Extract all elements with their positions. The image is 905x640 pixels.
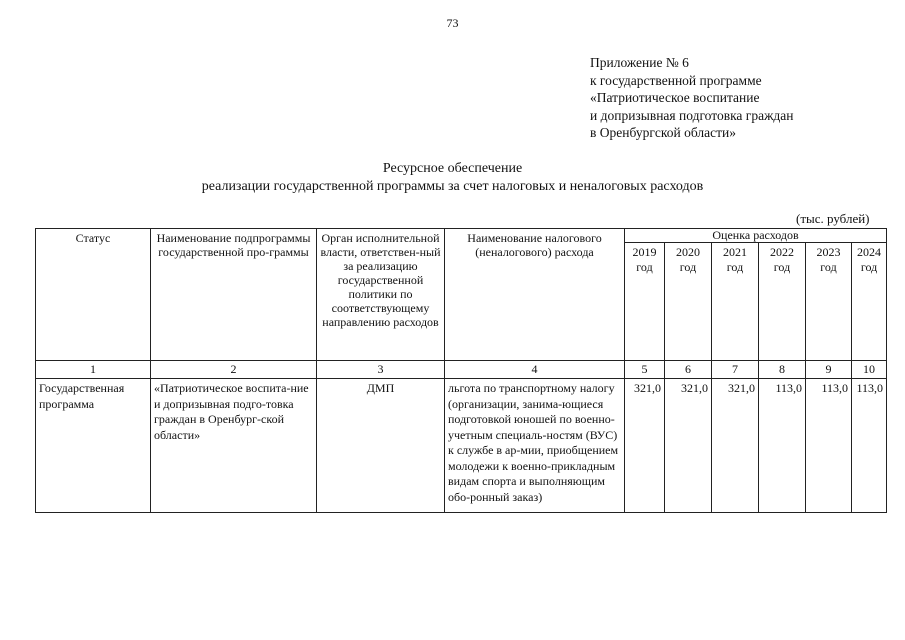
table-row [36, 379, 887, 513]
appendix-line: «Патриотическое воспитание [590, 90, 760, 105]
header-row [36, 229, 887, 243]
cell-value-2022: 113,0 [759, 379, 806, 513]
header-year-2024: 2024 год [852, 243, 887, 361]
title-line-2: реализации государственной программы за счет налоговых и неналоговых расходов [201, 179, 704, 194]
cell-authority: ДМП [317, 379, 445, 513]
cell-value-2024: 113,0 [852, 379, 887, 513]
cell-program-name: «Патриотическое воспита-ние и допризывная подго-товка граждан в Оренбург-ской области» [151, 379, 317, 513]
title-line-1: Ресурсное обеспечение [382, 161, 523, 176]
column-number: 10 [852, 361, 887, 379]
header-year-2021: 2021 год [712, 243, 759, 361]
column-number: 8 [759, 361, 806, 379]
column-number: 7 [712, 361, 759, 379]
column-number: 6 [665, 361, 712, 379]
appendix-line: к государственной программе [590, 72, 762, 88]
units-label: (тыс. рублей) [796, 211, 870, 226]
column-number: 9 [806, 361, 852, 379]
column-number: 3 [317, 361, 445, 379]
header-authority: Орган исполнительной власти, ответствен-ный за реализацию государственной политики по соответствующему направлению расходов [317, 229, 445, 361]
cell-expense-name: льгота по транспортному налогу (организации, занима-ющиеся подготовкой юношей по военно-учетным специаль-ностям (ВУС) к службе в ар-мии, приобщением молодежи к военно-прикладным видам спорта и выполняющим обо-ронный заказ) [445, 379, 625, 513]
page-number: 73 [446, 16, 459, 30]
appendix-line: и допризывная подготовка граждан [590, 107, 794, 123]
header-status: Статус [36, 229, 151, 361]
column-number: 1 [36, 361, 151, 379]
column-number: 4 [445, 361, 625, 379]
cell-value-2020: 321,0 [665, 379, 712, 513]
header-year-2022: 2022 год [759, 243, 806, 361]
header-year-2019: 2019 год [625, 243, 665, 361]
appendix-line: Приложение № 6 [590, 55, 689, 70]
header-year-2020: 2020 год [665, 243, 712, 361]
cell-status: Государственная программа [36, 379, 151, 513]
cell-value-2023: 113,0 [806, 379, 852, 513]
column-number: 2 [151, 361, 317, 379]
header-year-2023: 2023 год [806, 243, 852, 361]
appendix-header [590, 54, 793, 142]
resource-table [35, 228, 887, 513]
document-title [0, 160, 905, 196]
column-number: 5 [625, 361, 665, 379]
cell-value-2021: 321,0 [712, 379, 759, 513]
header-subprogram: Наименование подпрограммы государственной про-граммы [151, 229, 317, 361]
header-expense-name: Наименование налогового (неналогового) расхода [445, 229, 625, 361]
cell-value-2019: 321,0 [625, 379, 665, 513]
header-estimate: Оценка расходов [625, 229, 887, 243]
appendix-line: в Оренбургской области» [590, 125, 736, 140]
column-number-row [36, 361, 887, 379]
